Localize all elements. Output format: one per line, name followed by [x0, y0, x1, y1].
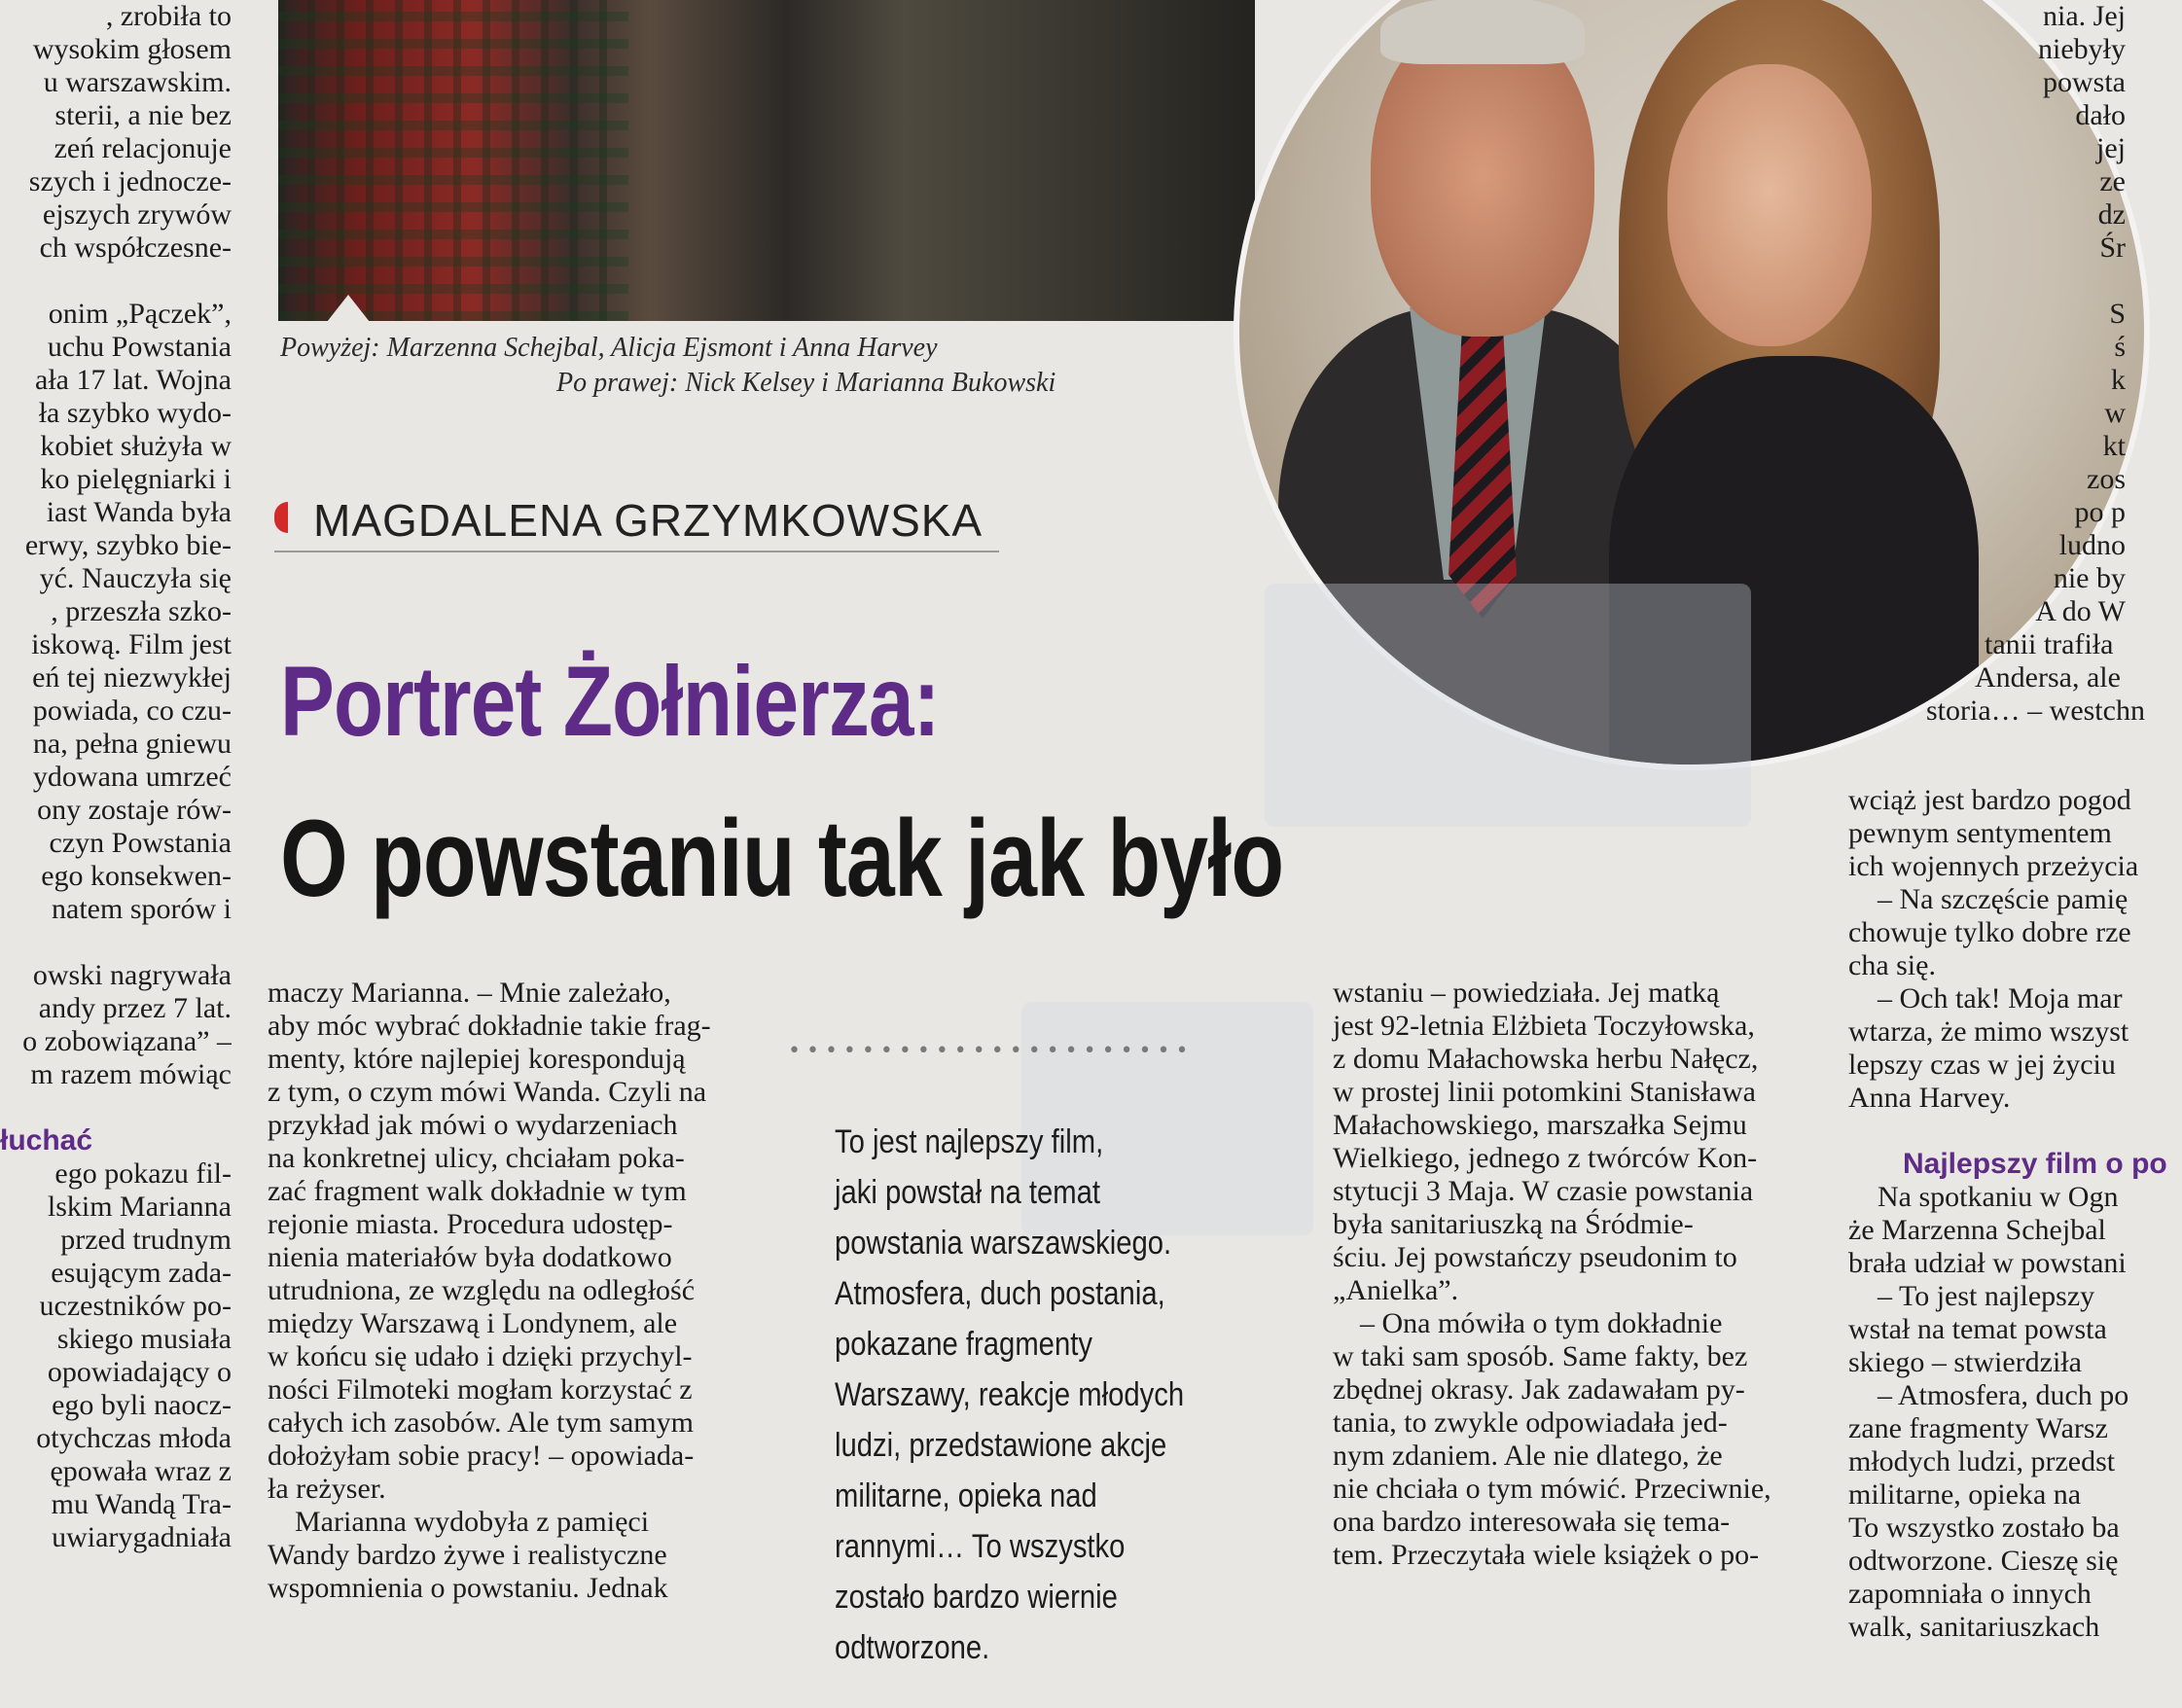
text-line: erwy, szybko bie-: [24, 529, 232, 561]
text-line: To jest najlepszy film,: [835, 1123, 1104, 1160]
text-line: maczy Marianna. – Mnie zależało,: [268, 977, 671, 1009]
text-line: z domu Małachowska herbu Nałęcz,: [1333, 1043, 1759, 1075]
text-line: mu Wandą Tra-: [51, 1488, 232, 1520]
third-text-column: [1333, 977, 1819, 1572]
text-line: ejszych zrywów: [42, 198, 232, 231]
text-line: jej: [2096, 132, 2126, 164]
text-line: ności Filmoteki mogłam korzystać z: [268, 1373, 693, 1406]
text-line: Andersa, ale: [1975, 661, 2121, 694]
text-line: ego konsekwen-: [41, 860, 232, 892]
text-line: jest 92-letnia Elżbieta Toczyłowska,: [1333, 1010, 1755, 1042]
text-line: A do W: [2035, 595, 2126, 627]
text-line: zapomniała o innych: [1848, 1578, 2092, 1610]
text-line: skiego – stwierdziła: [1848, 1346, 2082, 1378]
text-line: ona bardzo interesowała się tema-: [1333, 1506, 1731, 1538]
right-column-bottom: [1848, 784, 2182, 1644]
text-line: powstania warszawskiego.: [835, 1225, 1172, 1262]
text-line: kt: [2102, 430, 2126, 462]
text-line: utrudniona, ze względu na odległość: [268, 1274, 696, 1306]
text-line: Anna Harvey.: [1848, 1082, 2011, 1114]
text-line: – To jest najlepszy: [1878, 1280, 2095, 1312]
text-line: „Anielka”.: [1333, 1274, 1459, 1306]
text-line: eń tej niezwykłej: [32, 661, 232, 694]
right-text-column: [1848, 0, 2182, 1708]
text-line: była sanitariuszką na Śródmie-: [1333, 1208, 1694, 1240]
text-line: Atmosfera, duch postania,: [835, 1275, 1165, 1312]
text-line: ępowała wraz z: [50, 1455, 232, 1487]
text-line: ze: [2099, 165, 2126, 197]
text-line: rannymi… To wszystko: [835, 1528, 1126, 1565]
text-line: To wszystko zostało ba: [1848, 1512, 2120, 1544]
text-line: o zobowiązana” –: [22, 1025, 232, 1057]
text-line: Na spotkaniu w Ogn: [1878, 1181, 2119, 1213]
text-line: Małachowskiego, marszałka Sejmu: [1333, 1109, 1747, 1141]
text-line: na, pełna gniewu: [32, 728, 232, 760]
text-line: uwiarygadniała: [52, 1521, 232, 1553]
text-line: walk, sanitariuszkach: [1848, 1611, 2100, 1643]
text-line: tanii trafiła: [1985, 628, 2114, 660]
text-line: ego byli naocz-: [52, 1389, 232, 1421]
text-line: wstaniu – powiedziała. Jej matką: [1333, 977, 1720, 1009]
caption-pointer: [327, 295, 370, 321]
text-line: pewnym sentymentem: [1848, 817, 2112, 849]
text-line: uczestników po-: [39, 1290, 232, 1322]
text-line: między Warszawą i Londynem, ale: [268, 1307, 678, 1339]
caption-above: Powyżej: Marzenna Schejbal, Alicja Ejsmont i Anna Harvey: [280, 333, 938, 363]
text-line: nia. Jej: [2043, 0, 2126, 32]
text-line: przed trudnym: [60, 1224, 232, 1256]
byline-marker: [274, 502, 288, 533]
text-line: dz: [2097, 198, 2126, 231]
text-line: że Marzenna Schejbal: [1848, 1214, 2106, 1246]
text-line: – Na szczęście pamię: [1878, 883, 2128, 915]
text-line: k: [2111, 364, 2126, 396]
headline-line-1: Portret Żołnierza:: [280, 646, 940, 757]
text-line: wstał na temat powsta: [1848, 1313, 2107, 1345]
text-line: aby móc wybrać dokładnie takie frag-: [268, 1010, 711, 1042]
text-line: [1848, 265, 2126, 298]
text-line: młodych ludzi, przedst: [1848, 1445, 2116, 1477]
text-line: tem. Przeczytała wiele książek o po-: [1333, 1539, 1760, 1571]
pull-quote-divider: ••••••••••••••••••••••: [788, 1039, 1195, 1063]
text-line: [0, 1091, 232, 1124]
text-line: nie by: [2053, 562, 2126, 594]
author-name: MAGDALENA GRZYMKOWSKA: [313, 495, 984, 546]
plaid-pattern: [278, 0, 628, 321]
text-line: wtarza, że mimo wszyst: [1848, 1015, 2129, 1048]
text-line: całych ich zasobów. Ale tym samym: [268, 1406, 694, 1439]
text-line: stytucji 3 Maja. W czasie powstania: [1333, 1175, 1754, 1207]
text-line: [0, 265, 232, 298]
section-subhead: Najlepszy film o po: [1903, 1148, 2167, 1180]
text-line: zbędnej okrasy. Jak zadawałam py-: [1333, 1373, 1745, 1406]
text-line: wspomnienia o powstaniu. Jednak: [268, 1572, 668, 1604]
text-line: ich wojennych przeżycia: [1848, 850, 2139, 882]
text-line: – Ona mówiła o tym dokładnie: [1360, 1307, 1723, 1339]
text-line: Warszawy, reakcje młodych: [835, 1376, 1185, 1413]
text-line: z tym, o czym mówi Wanda. Czyli na: [268, 1076, 707, 1108]
text-line: odtworzone.: [835, 1629, 990, 1666]
text-line: owski nagrywała: [32, 959, 232, 991]
text-line: ła reżyser.: [268, 1473, 386, 1505]
text-line: iskową. Film jest: [31, 628, 232, 660]
text-line: ydowana umrzeć: [32, 761, 232, 793]
text-line: yć. Nauczyła się: [39, 562, 232, 594]
text-line: ś: [2114, 331, 2126, 363]
text-line: na konkretnej ulicy, chciałam poka-: [268, 1142, 685, 1174]
text-line: natem sporów i: [52, 893, 232, 925]
man-hair: [1380, 0, 1585, 64]
text-line: zos: [2087, 463, 2126, 495]
text-line: , zrobiła to: [105, 0, 232, 32]
text-line: iast Wanda była: [46, 496, 232, 528]
text-line: tania, to zwykle odpowiadała jed-: [1333, 1406, 1728, 1439]
text-line: dołożyłam sobie pracy! – opowiada-: [268, 1440, 695, 1472]
text-line: m razem mówiąc: [30, 1058, 232, 1090]
text-line: w końcu się udało i dzięki przychyl-: [268, 1340, 693, 1372]
text-line: brała udział w powstani: [1848, 1247, 2127, 1279]
background-ghost-ad-2: [1265, 584, 1751, 827]
text-line: zać fragment walk dokładnie w tym: [268, 1175, 687, 1207]
text-line: jaki powstał na temat: [835, 1174, 1101, 1211]
text-line: ch współczesne-: [39, 231, 232, 264]
text-line: opowiadający o: [47, 1356, 232, 1388]
text-line: powsta: [2043, 66, 2126, 98]
text-line: , przeszła szko-: [51, 595, 232, 627]
text-line: – Atmosfera, duch po: [1878, 1379, 2129, 1411]
text-line: ludzi, przedstawione akcje: [835, 1427, 1167, 1464]
text-line: nie chciała o tym mówić. Przeciwnie,: [1333, 1473, 1771, 1505]
text-line: lepszy czas w jej życiu: [1848, 1049, 2116, 1081]
left-text-column: [0, 0, 232, 1554]
text-line: wciąż jest bardzo pogod: [1848, 784, 2131, 816]
text-line: otychczas młoda: [36, 1422, 232, 1454]
text-line: ony zostaje rów-: [37, 794, 232, 826]
caption-right: Po prawej: Nick Kelsey i Marianna Bukowski: [556, 368, 1056, 398]
text-line: powiada, co czu-: [32, 694, 232, 727]
text-line: ludno: [2058, 529, 2126, 561]
text-line: odtworzone. Cieszę się: [1848, 1545, 2119, 1577]
text-line: militarne, opieka nad: [835, 1477, 1097, 1514]
text-line: rejonie miasta. Procedura udostęp-: [268, 1208, 673, 1240]
text-line: nym zdaniem. Ale nie dlatego, że: [1333, 1440, 1723, 1472]
headline-line-2: O powstaniu tak jak było: [280, 798, 1284, 919]
text-line: po p: [2074, 496, 2126, 528]
text-line: storia… – westchn: [1926, 694, 2145, 727]
text-line: S: [2109, 298, 2126, 330]
text-line: dało: [2075, 99, 2126, 131]
text-line: u warszawskim.: [43, 66, 232, 98]
text-line: – Och tak! Moja mar: [1878, 982, 2123, 1014]
middle-text-column: [268, 977, 769, 1605]
text-line: Marianna wydobyła z pamięci: [295, 1506, 650, 1538]
text-line: w taki sam sposób. Same fakty, bez: [1333, 1340, 1748, 1372]
top-photo-group: [278, 0, 1255, 321]
text-line: sterii, a nie bez: [54, 99, 232, 131]
text-line: szych i jednocze-: [28, 165, 232, 197]
text-line: niebyły: [2038, 33, 2126, 65]
text-line: uchu Powstania: [47, 331, 232, 363]
text-line: menty, które najlepiej korespondują: [268, 1043, 686, 1075]
byline: [274, 486, 999, 552]
text-line: militarne, opieka na: [1848, 1478, 2082, 1511]
text-line: zane fragmenty Warsz: [1848, 1412, 2108, 1444]
text-line: Wielkiego, jednego z twórców Kon-: [1333, 1142, 1758, 1174]
text-line: esującym zada-: [51, 1257, 232, 1289]
text-line: w prostej linii potomkini Stanisława: [1333, 1076, 1756, 1108]
text-line: wysokim głosem: [32, 33, 232, 65]
text-line: skiego musiała: [56, 1323, 232, 1355]
text-line: Śr: [2099, 231, 2126, 264]
text-line: ko pielęgniarki i: [40, 463, 232, 495]
text-line: andy przez 7 lat.: [38, 992, 232, 1024]
text-line: ego pokazu fil-: [54, 1157, 232, 1190]
right-column-top: [1848, 0, 2145, 728]
text-line: w: [2104, 397, 2126, 429]
text-line: [0, 926, 232, 959]
text-line: ściu. Jej powstańczy pseudonim to: [1333, 1241, 1737, 1273]
text-line: zeń relacjonuje: [54, 132, 232, 164]
text-line: [1848, 1115, 2182, 1148]
text-line: cha się.: [1848, 949, 1936, 981]
text-line: lskim Marianna: [47, 1191, 232, 1223]
text-line: zostało bardzo wiernie: [835, 1579, 1118, 1616]
woman-face: [1667, 64, 1872, 346]
text-line: przykład jak mówi o wydarzeniach: [268, 1109, 678, 1141]
section-subhead: łuchać: [0, 1124, 93, 1156]
text-line: onim „Pączek”,: [48, 298, 232, 330]
text-line: pokazane fragmenty: [835, 1326, 1092, 1363]
text-line: ała 17 lat. Wojna: [35, 364, 232, 396]
text-line: chowuje tylko dobre rze: [1848, 916, 2131, 948]
text-line: kobiet służyła w: [40, 430, 232, 462]
text-line: ła szybko wydo-: [38, 397, 232, 429]
text-line: nienia materiałów była dodatkowo: [268, 1241, 672, 1273]
pull-quote: [835, 1117, 1184, 1673]
text-line: czyn Powstania: [49, 827, 232, 859]
text-line: Wandy bardzo żywe i realistyczne: [268, 1539, 667, 1571]
